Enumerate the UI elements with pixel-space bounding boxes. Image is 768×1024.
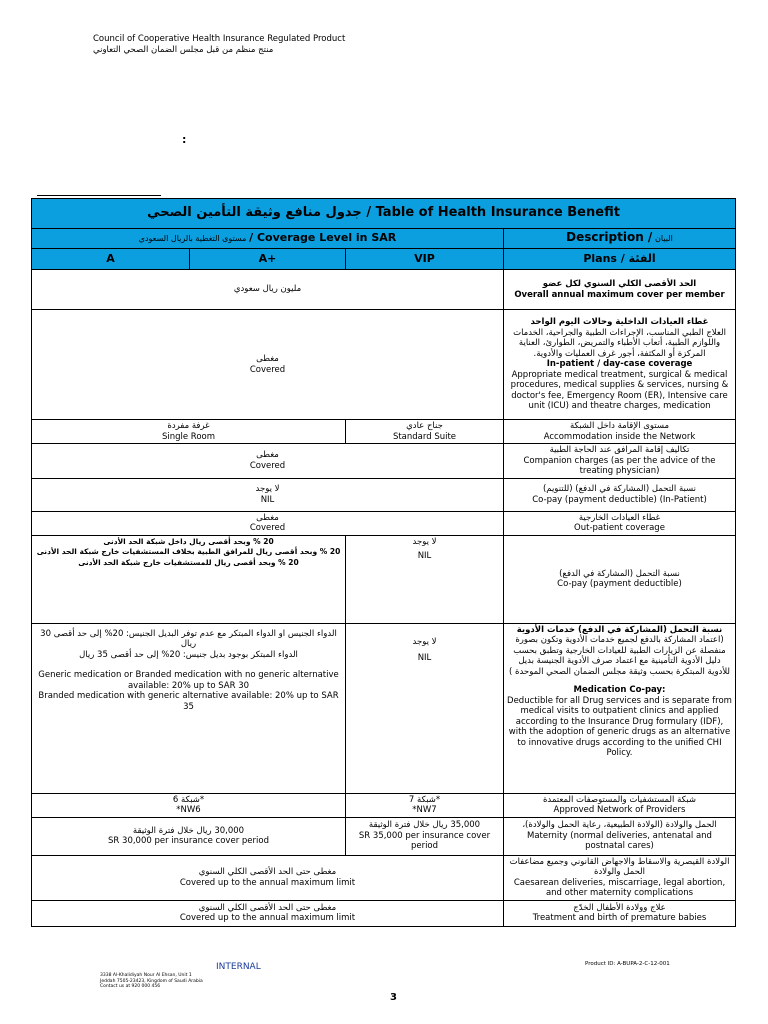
inpatient-desc-ar-body: العلاج الطبي المناسب، الإجراءات الطبية والجراحية، الخدمات واللوازم الطبية، أتعاب الأطباء والتمريض، الطوارئ، العناية المركزة أو المكثفة، أجور غرف العمليات والأدوية. (513, 327, 726, 359)
copay-vip-ar: لا يوجد (412, 536, 437, 547)
coverage-level-en: / Coverage Level in SAR (249, 230, 397, 244)
companion-value-ar: مغطى (256, 450, 279, 461)
copay-inpatient-value (32, 478, 504, 511)
product-id: Product ID: A-BUPA-2-C-12-001 (585, 961, 670, 967)
maternity-a (32, 817, 346, 855)
network-desc-en: Approved Network of Providers (553, 805, 686, 815)
outpatient-value-ar: مغطى (256, 512, 279, 523)
companion-value (32, 444, 504, 479)
copay-inpatient-desc (504, 478, 736, 511)
annual-max-desc (504, 270, 736, 310)
annual-max-desc-en: Overall annual maximum cover per member (514, 289, 725, 300)
plan-vip: VIP (346, 249, 504, 270)
copay-inpatient-desc-ar: نسبة التحمل (المشاركة في الدفع) (للتنويم) (542, 484, 697, 494)
underline-divider (37, 195, 161, 196)
table-row (32, 478, 736, 511)
table-title-ar: جدول منافع وثيقة التأمين الصحي (147, 205, 362, 221)
network-desc (504, 793, 736, 817)
description-header (504, 229, 736, 249)
table-row (32, 855, 736, 900)
table-row (32, 793, 736, 817)
accommodation-a-en: Single Room (161, 431, 216, 442)
outpatient-desc-ar: غطاء العيادات الخارجية (578, 512, 661, 523)
annual-max-value (32, 270, 504, 310)
annual-max-desc-ar: الحد الأقصى الكلي السنوي لكل عضو (542, 279, 697, 289)
annual-max-value-ar: مليون ريال سعودي (233, 284, 302, 295)
accommodation-desc-ar: مستوى الإقامة داخل الشبكة (569, 421, 669, 431)
medication-vip (346, 623, 504, 793)
medication-vip-en: NIL (417, 653, 432, 663)
premature-desc-ar: علاج وولادة الأطفال الخدّج (573, 902, 666, 913)
copay-inpatient-desc-en: Co-pay (payment deductible) (In-Patient) (532, 494, 707, 505)
copay-desc-en: Co-pay (payment deductible) (557, 579, 682, 589)
table-row (32, 535, 736, 623)
inpatient-desc-en-body: Appropriate medical treatment, surgical & medical procedures, medical supplies & services, nursing & doctor's fee, Emergency Room (ER), Intensive care unit (ICU) and theatre charges, medication (510, 369, 729, 412)
copay-inpatient-value-en: NIL (260, 494, 275, 505)
medication-a-en-1: Generic medication or Branded medication with no generic alternative available: 20% up to SAR 30 (38, 670, 339, 691)
network-vip-en: *NW7 (412, 805, 437, 815)
companion-desc-en: Companion charges (as per the advice of the treating physician) (523, 455, 716, 476)
network-desc-ar: شبكة المستشفيات والمستوصفات المعتمدة (542, 794, 697, 805)
table-row (32, 444, 736, 479)
network-a (32, 793, 346, 817)
benefit-table (31, 198, 736, 927)
description-ar: البيان (655, 234, 673, 244)
maternity-desc-en: Maternity (normal deliveries, antenatal and postnatal cares) (527, 830, 712, 852)
copay-vip-en: NIL (417, 551, 432, 561)
document-header (93, 34, 345, 56)
caesarean-value-en: Covered up to the annual maximum limit (179, 877, 356, 888)
accommodation-desc (504, 420, 736, 444)
copay-inpatient-value-ar: لا يوجد (255, 484, 280, 494)
maternity-desc-ar: الحمل والولادة (الولادة الطبيعية، رعاية الحمل والولادة)، (522, 820, 717, 831)
accommodation-a-ar: غرفة مفردة (167, 421, 210, 431)
table-row (32, 817, 736, 855)
plan-a-plus: A+ (190, 249, 346, 270)
medication-desc-ar-title: نسبة التحمل (المشاركة في الدفع) خدمات الأدوية (516, 624, 723, 635)
header-colon: : (182, 133, 187, 146)
premature-desc-en: Treatment and birth of premature babies (532, 913, 707, 923)
footer-address (100, 973, 203, 990)
maternity-a-en: SR 30,000 per insurance cover period (108, 836, 269, 846)
premature-value (32, 900, 504, 926)
plans-label: Plans / الفئة (504, 249, 736, 270)
medication-a (32, 623, 346, 793)
address-line-1: 3338 Al-Khalidiyah Nour Al Ehsan, Unit 1 (100, 973, 192, 978)
accommodation-a (32, 420, 346, 444)
accommodation-vip-en: Standard Suite (392, 431, 457, 442)
inpatient-desc-en-title: In-patient / day-case coverage (546, 359, 693, 370)
network-a-ar: *شبكة 6 (172, 794, 205, 805)
inpatient-desc-ar-title: غطاء العيادات الداخلية وحالات اليوم الواحد (530, 317, 709, 328)
companion-desc (504, 444, 736, 479)
address-line-2: Jeddah 7505-23423, Kingdom of Saudi Arabia (100, 978, 203, 984)
medication-desc-en-body: Deductible for all Drug services and is separate from medical visits to outpatient clinics and applied according to the Insurance Drug formulary (IDF), with the adoption of generic drugs as an alternative to innovative drugs according to the unified CHI Policy. (507, 695, 732, 758)
medication-a-ar-1: الدواء الجنيس او الدواء المبتكر مع عدم توفر البديل الجنيس: 20% إلى حد أقصى 30 ريال (40, 628, 337, 649)
header-line-ar: منتج منظم من قبل مجلس الضمان الصحي التعاوني (93, 45, 274, 55)
plan-a: A (32, 249, 190, 270)
copay-desc-ar: نسبة التحمل (المشاركة في الدفع) (559, 568, 680, 579)
copay-vip (346, 535, 504, 623)
maternity-desc (504, 817, 736, 855)
inpatient-value (32, 310, 504, 420)
accommodation-vip (346, 420, 504, 444)
medication-desc-ar-body: (اعتماد المشاركة بالدفع لجميع خدمات الأدوية وتكون بصورة منفصلة عن الزيارات الطبية للعيادات الخارجية وتطبق بحسب دليل الأدوية التأمينية مع اعتماد صرف الأدوية الجنيسة بديل للأدوية المبتكرة بحسب وثيقة مجلس الضمان الصحي الموحدة ) (509, 635, 730, 677)
page-number: 3 (390, 992, 397, 1003)
outpatient-value (32, 511, 504, 535)
copay-line-3: 20 % وبحد أقصى ريال للمستشفيات خارج شبكة الحد الأدنى (78, 557, 299, 567)
copay-line-2: 20 % وبحد أقصى ريال للمرافق الطبية بخلاف المستشفيات خارج شبكة الحد الأدنى (36, 547, 341, 556)
table-title-en: / Table of Health Insurance Benefit (366, 205, 620, 221)
premature-value-ar: مغطى حتى الحد الأقصى الكلي السنوي (198, 902, 337, 913)
caesarean-desc-ar: الولادة القيصرية والاسقاط والاجهاض القانوني وجميع مضاعفات الحمل والولادة (509, 856, 730, 877)
table-row (32, 270, 736, 310)
table-row (32, 310, 736, 420)
caesarean-value (32, 855, 504, 900)
medication-desc-en-title: Medication Co-pay: (573, 685, 666, 695)
maternity-a-ar: 30,000 ريال خلال فترة الوثيقة (132, 825, 245, 836)
copay-a (32, 535, 346, 623)
table-row (32, 511, 736, 535)
coverage-level-ar: مستوى التغطية بالريال السعودي (138, 233, 247, 243)
caesarean-desc-en: Caesarean deliveries, miscarriage, legal abortion, and other maternity complications (513, 877, 726, 898)
premature-value-en: Covered up to the annual maximum limit (179, 913, 356, 923)
copay-desc (504, 535, 736, 623)
companion-value-en: Covered (249, 460, 286, 471)
medication-desc (504, 623, 736, 793)
table-title (32, 199, 736, 229)
inpatient-value-en: Covered (249, 364, 286, 375)
inpatient-value-ar: مغطى (256, 354, 279, 364)
outpatient-desc (504, 511, 736, 535)
table-row (32, 623, 736, 793)
classification-label: INTERNAL (216, 962, 261, 972)
table-row (32, 900, 736, 926)
network-vip (346, 793, 504, 817)
outpatient-value-en: Covered (249, 523, 286, 533)
outpatient-desc-en: Out-patient coverage (574, 523, 665, 533)
maternity-vip-en: SR 35,000 per insurance cover period (358, 830, 491, 852)
accommodation-vip-ar: جناح عادي (406, 421, 443, 431)
network-vip-ar: *شبكة 7 (408, 794, 441, 805)
maternity-vip (346, 817, 504, 855)
address-line-3: Contact us at 920 000 456 (100, 984, 161, 989)
header-line-en: Council of Cooperative Health Insurance Regulated Product (93, 34, 346, 44)
medication-a-en-2: Branded medication with generic alternative available: 20% up to SAR 35 (38, 691, 339, 712)
network-a-en: *NW6 (176, 805, 201, 815)
inpatient-desc (504, 310, 736, 420)
premature-desc (504, 900, 736, 926)
copay-line-1: 20 % وبحد أقصى ريال داخل شبكة الحد الأدنى (103, 536, 274, 546)
caesarean-desc (504, 855, 736, 900)
caesarean-value-ar: مغطى حتى الحد الأقصى الكلي السنوي (198, 867, 337, 877)
companion-desc-ar: تكاليف إقامة المرافق عند الحاجة الطبية (549, 445, 690, 455)
table-row (32, 420, 736, 444)
maternity-vip-ar: 35,000 ريال خلال فترة الوثيقة (368, 820, 481, 831)
description-en: Description / (566, 230, 653, 245)
medication-a-ar-2: الدواء المبتكر بوجود بديل جنيس: 20% إلى حد أقصى 35 ريال (79, 649, 298, 660)
medication-vip-ar: لا يوجد (412, 636, 437, 647)
coverage-level-header (32, 229, 504, 249)
accommodation-desc-en: Accommodation inside the Network (543, 431, 696, 442)
